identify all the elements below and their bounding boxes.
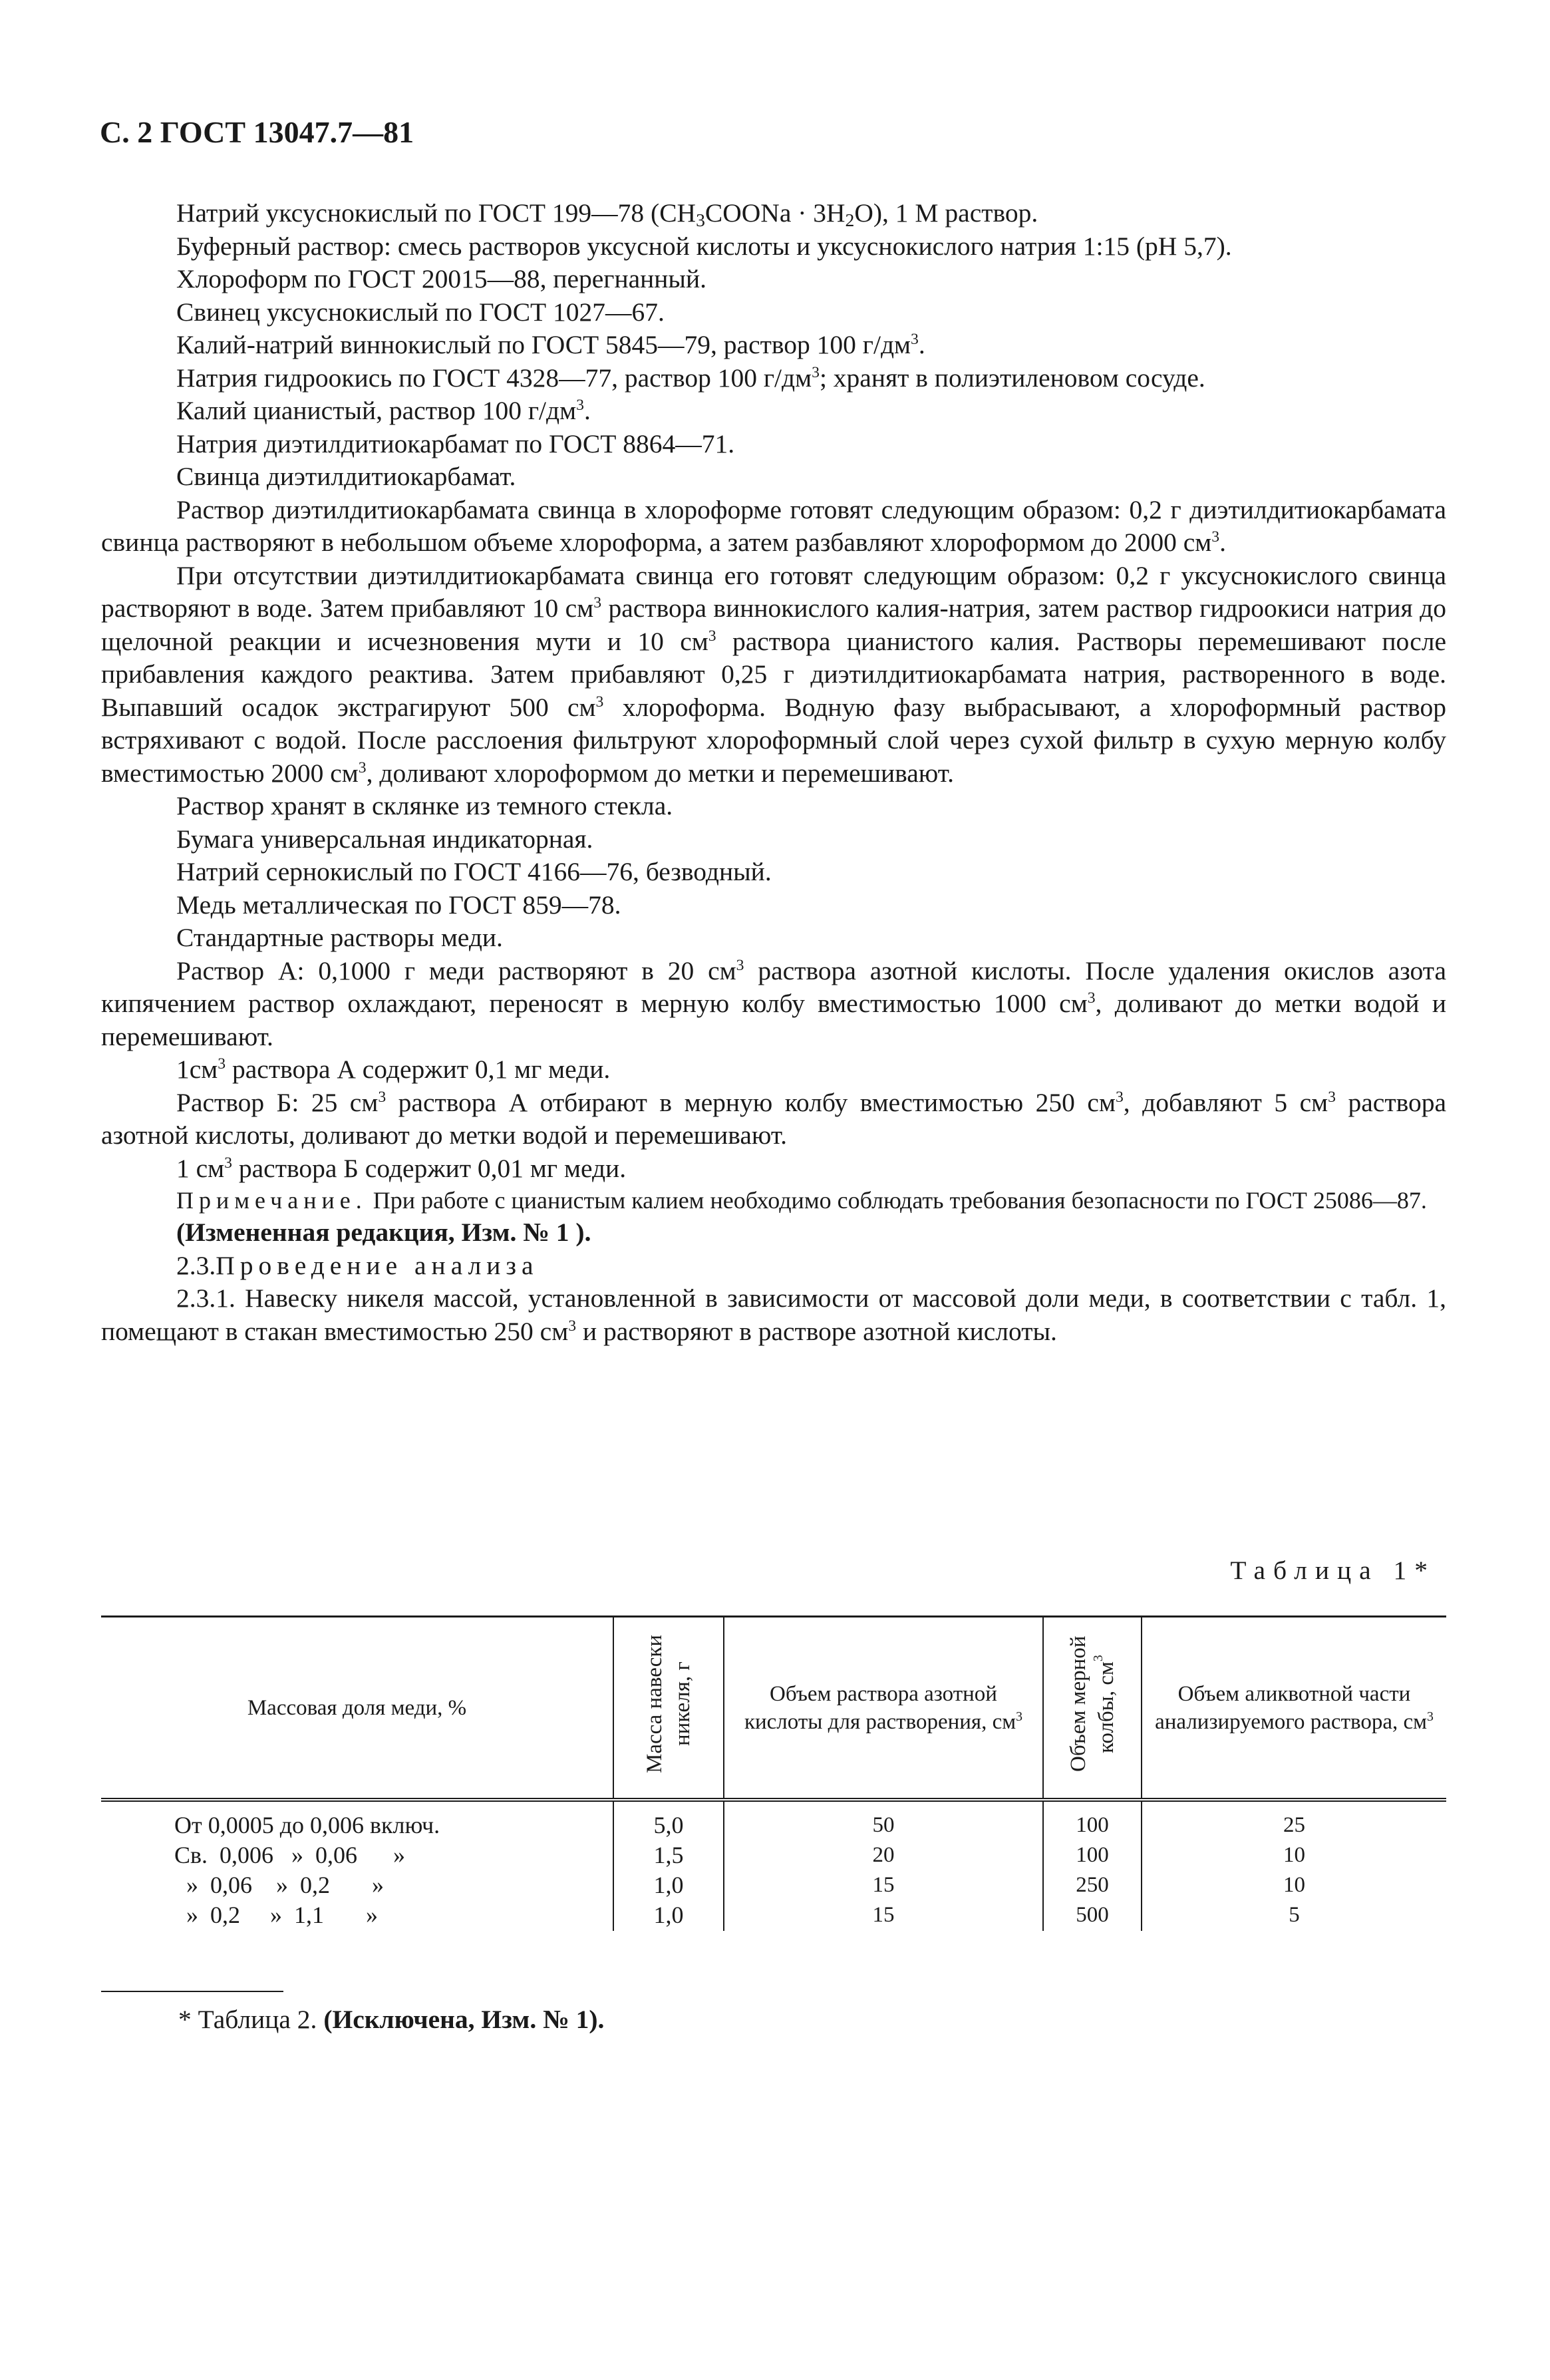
document-body (101, 197, 1446, 1348)
col-header-acid-volume: Объем раствора азотной кислоты для растворения, $см^3$ (724, 1617, 1043, 1800)
cell-aliquot: 10 (1142, 1871, 1446, 1901)
table-row (101, 1901, 1446, 1931)
solution-a-content: $1см^3$ раствора А содержит 0,1 мг меди. (176, 1055, 611, 1084)
cell-range: Св. 0,006 » 0,06 » (174, 1842, 406, 1868)
cell-flask: 500 (1043, 1901, 1142, 1931)
footnote: * Таблица 2. (Исключена, Изм. № 1). (178, 2005, 605, 2034)
reagent-lead-acetate: Свинец уксуснокислый по ГОСТ 1027—67. (176, 297, 665, 327)
table-caption: Таблица 1* (1230, 1556, 1436, 1585)
safety-note: Примечание. При работе с цианистым калием необходимо соблюдать требования безопасности по ГОСТ 25086—87. (176, 1187, 1427, 1214)
cell-acid: 15 (724, 1901, 1043, 1931)
reagent-copper: Медь металлическая по ГОСТ 859—78. (176, 890, 621, 920)
footnote-divider (101, 1991, 283, 1992)
storage-note: Раствор хранят в склянке из темного стекла. (176, 791, 673, 820)
reagent-indicator-paper: Бумага универсальная индикаторная. (176, 824, 593, 854)
cell-aliquot: 10 (1142, 1841, 1446, 1871)
amendment-note: (Измененная редакция, Изм. № 1 ). (176, 1218, 591, 1247)
cell-mass: 1,5 (613, 1841, 724, 1871)
paragraph-solution-a: Раствор А: 0,1000 г меди растворяют в 20 $см^3$ раствора азотной кислоты. После удаления окислов азота кипячением раствор охлаждают, переносят в мерную колбу вместимостью 1000 $см^3$, доливают до метки водой и перемешивают. (101, 955, 1447, 1051)
standard-solutions-heading: Стандартные растворы меди. (176, 923, 503, 952)
cell-flask: 250 (1043, 1871, 1142, 1901)
reagent-potassium-cyanide: Калий цианистый, раствор 100 $г/дм^3$. (176, 396, 591, 425)
cell-flask: 100 (1043, 1841, 1142, 1871)
col-header-sample-mass: Масса навески никеля, г (613, 1617, 724, 1800)
reagent-sodium-sulfate: Натрий сернокислый по ГОСТ 4166—76, безводный. (176, 857, 772, 886)
paragraph-solution-b: Раствор Б: 25 $см^3$ раствора А отбирают в мерную колбу вместимостью 250 $см^3$, добавляют 5 $см^3$ раствора азотной кислоты, доливают до метки водой и перемешивают. (101, 1087, 1446, 1150)
cell-mass: 1,0 (613, 1871, 724, 1901)
table-row (101, 1800, 1446, 1841)
solution-b-content: 1 $см^3$ раствора Б содержит 0,01 мг меди. (176, 1153, 627, 1183)
cell-mass: 5,0 (613, 1800, 724, 1841)
note-label: Примечание. (176, 1187, 367, 1214)
reagent-chloroform: Хлороформ по ГОСТ 20015—88, перегнанный. (176, 264, 706, 293)
cell-aliquot: 25 (1142, 1800, 1446, 1841)
table-row (101, 1871, 1446, 1901)
cell-acid: 15 (724, 1871, 1043, 1901)
reagent-buffer: Буферный раствор: смесь растворов уксусной кислоты и уксуснокислого натрия 1:15 (рН 5,7). (176, 231, 1232, 261)
cell-acid: 50 (724, 1800, 1043, 1841)
cell-range: » 0,2 » 1,1 » (174, 1902, 378, 1928)
reagent-potassium-sodium-tartrate: Калий-натрий виннокислый по ГОСТ 5845—79, раствор 100 $г/дм^3$. (176, 330, 925, 359)
cell-range: » 0,06 » 0,2 » (174, 1872, 384, 1898)
col-header-flask-volume: Объем мерной колбы, $см^3$ (1043, 1617, 1142, 1800)
table-row (101, 1841, 1446, 1871)
col-header-copper-fraction: Массовая доля меди, % (101, 1617, 613, 1800)
cell-mass: 1,0 (613, 1901, 724, 1931)
reagent-lead-diethyldithiocarbamate: Свинца диэтилдитиокарбамат. (176, 462, 516, 491)
reagent-sodium-acetate: Натрий уксуснокислый по ГОСТ 199—78 $(СН_3COONa \cdot 3H_2O)$, 1 М раствор. (176, 198, 1038, 230)
reagent-sodium-diethyldithiocarbamate: Натрия диэтилдитиокарбамат по ГОСТ 8864—71. (176, 428, 735, 458)
cell-aliquot: 5 (1142, 1901, 1446, 1931)
section-heading: 2.3.Проведение анализа (176, 1250, 539, 1280)
reagent-sodium-hydroxide: Натрия гидроокись по ГОСТ 4328—77, раствор 100 $г/дм^3$; хранят в полиэтиленовом сосуде. (176, 363, 1205, 393)
paragraph-lead-ddtc-solution: Раствор диэтилдитиокарбамата свинца в хлороформе готовят следующим образом: 0,2 г диэтилдитиокарбамата свинца растворяют в небольшом объеме хлороформа, а затем разбавляют хлороформом до 2000 $см^3$. (101, 494, 1446, 557)
paragraph-2-3-1: 2.3.1. Навеску никеля массой, установленной в зависимости от массовой доли меди, в соответствии с табл. 1, помещают в стакан вместимостью 250 $см^3$ и растворяют в растворе азотной кислоты. (101, 1283, 1446, 1346)
cell-acid: 20 (724, 1841, 1043, 1871)
paragraph-lead-ddtc-preparation: При отсутствии диэтилдитиокарбамата свинца его готовят следующим образом: 0,2 г уксуснокислого свинца растворяют в воде. Затем прибавляют 10 $см^3$ раствора виннокислого калия-натрия, затем раствор гидроокиси натрия до щелочной реакции и исчезновения мути и 10 $см^3$ раствора цианистого калия. Растворы перемешивают после прибавления каждого реактива. Затем прибавляют 0,25 г диэтилдитиокарбамата натрия, растворенного в воде. Выпавший осадок экстрагируют 500 $см^3$ хлороформа. Водную фазу выбрасывают, а хлороформный раствор встряхивают с водой. После расслоения фильтруют хлороформный слой через сухой фильтр в сухую мерную колбу вместимостью 2000 $см^3$, доливают хлороформом до метки и перемешивают. (101, 560, 1446, 788)
table-header-row (101, 1617, 1446, 1800)
cell-range: От 0,0005 до 0,006 включ. (174, 1812, 440, 1838)
table-1 (101, 1615, 1446, 1931)
cell-flask: 100 (1043, 1800, 1142, 1841)
page-header: С. 2 ГОСТ 13047.7—81 (100, 115, 414, 149)
col-header-aliquot-volume: Объем аликвотной части анализируемого раствора, $см^3$ (1142, 1617, 1446, 1800)
